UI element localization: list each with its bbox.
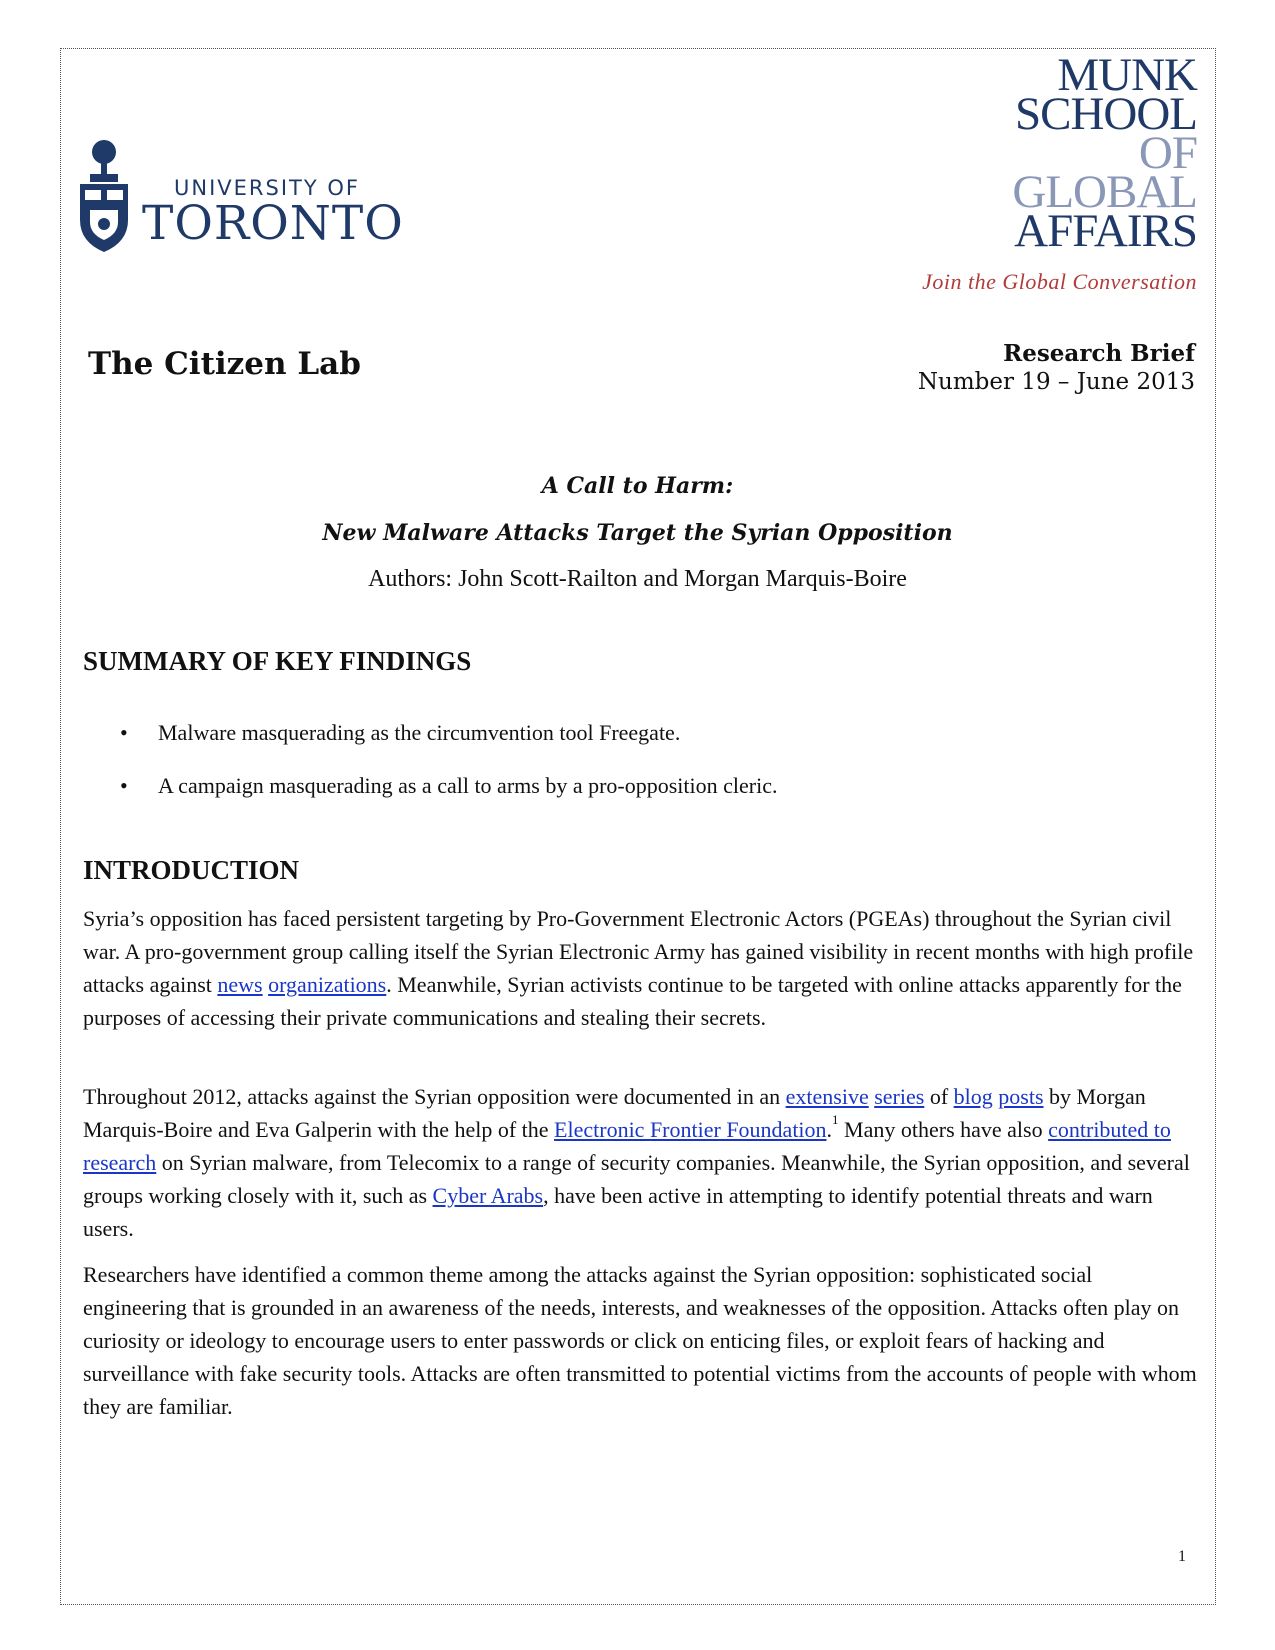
- link-cyber-arabs[interactable]: Cyber Arabs: [432, 1183, 544, 1208]
- para-text: of: [924, 1084, 954, 1109]
- introduction-heading: INTRODUCTION: [83, 855, 300, 885]
- munk-word-of: OF: [1138, 127, 1197, 179]
- link-eff[interactable]: Electronic Frontier Foundation: [554, 1117, 827, 1142]
- intro-paragraph-3: Researchers have identified a common theme among the attacks against the Syrian opposition: sophisticated social engineering that is grounded in an awareness of the needs, interests, and weaknesses of the opposition. Attacks often play on curiosity or ideology to encourage users to enter passwords or click on enticing files, or exploit fears of hacking and surveillance with fake security tools. Attacks are often transmitted to potential victims from the accounts of people with whom they are familiar.: [83, 1262, 1197, 1419]
- para-text: . Meanwhile, Syrian activists continue to be targeted with online attacks apparently for the purposes of accessing their private communications and stealing their secrets.: [83, 972, 1182, 1030]
- munk-word-munk: MUNK: [1057, 49, 1197, 101]
- munk-school-logo: [897, 49, 1197, 295]
- munk-word-affairs: AFFAIRS: [1014, 205, 1197, 257]
- link-contributed-to-research[interactable]: contributed to research: [83, 1117, 1171, 1175]
- link-news[interactable]: news: [217, 972, 263, 997]
- para-text: by Morgan Marquis-Boire and Eva Galperin with the help of the: [83, 1084, 1146, 1142]
- link-series[interactable]: series: [874, 1084, 925, 1109]
- link-blog[interactable]: blog: [953, 1084, 993, 1109]
- link-extensive[interactable]: extensive: [785, 1084, 869, 1109]
- munk-word-school: SCHOOL: [1014, 88, 1197, 140]
- list-item: • Malware masquerading as the circumvention tool Freegate.: [120, 720, 777, 750]
- intro-paragraph-2: Throughout 2012, attacks against the Syrian opposition were documented in an extensive series of blog posts by Morgan Marquis-Boire and Eva Galperin with the help of the Electronic Frontier Foundation.$^1$ Many others have also contributed to research on Syrian malware, from Telecomix to a range of security companies. Meanwhile, the Syrian opposition, and several groups working closely with it, such as Cyber Arabs, have been active in attempting to identify potential threats and warn users.: [83, 1084, 1190, 1241]
- para-text: , have been active in attempting to identify potential threats and warn users.: [83, 1183, 1153, 1241]
- munk-tagline: Join the Global Conversation: [922, 269, 1197, 294]
- document-title-line1: A Call to Harm:: [541, 473, 734, 499]
- summary-list: [120, 720, 777, 826]
- document-authors: Authors: John Scott-Railton and Morgan Marquis-Boire: [368, 566, 907, 592]
- university-of-toronto-logo: [78, 138, 418, 258]
- para-text: Syria’s opposition has faced persistent targeting by Pro-Government Electronic Actors (PGEAs) throughout the Syrian civil war. A pro-government group calling itself the Syrian Electronic Army has gained visibility in recent months with high profile attacks against: [83, 906, 1194, 997]
- uoft-line1: UNIVERSITY OF: [174, 176, 360, 200]
- uoft-crest-icon: [78, 138, 130, 258]
- research-brief-number: Number 19 – June 2013: [917, 369, 1195, 395]
- link-organizations[interactable]: organizations: [268, 972, 387, 997]
- para-text: Many others have also: [838, 1117, 1049, 1142]
- para-text: Throughout 2012, attacks against the Syrian opposition were documented in an: [83, 1084, 786, 1109]
- research-brief-label: Research Brief: [1003, 340, 1195, 367]
- intro-paragraph-1: [83, 902, 1201, 1034]
- link-posts[interactable]: posts: [998, 1084, 1044, 1109]
- uoft-line2: TORONTO: [142, 196, 404, 251]
- research-brief-block: [918, 340, 1195, 395]
- summary-heading: SUMMARY OF KEY FINDINGS: [83, 646, 472, 676]
- para-text: on Syrian malware, from Telecomix to a range of security companies. Meanwhile, the Syrian opposition, and several groups working closely with it, such as: [83, 1150, 1190, 1208]
- list-item: • A campaign masquerading as a call to arms by a pro-opposition cleric.: [120, 773, 777, 803]
- munk-word-global: GLOBAL: [1012, 166, 1197, 218]
- page-number: 1: [1178, 1548, 1186, 1565]
- footnote-marker[interactable]: 1: [832, 1112, 839, 1127]
- document-title-line2: New Malware Attacks Target the Syrian Opposition: [322, 520, 953, 546]
- org-name: The Citizen Lab: [88, 346, 361, 382]
